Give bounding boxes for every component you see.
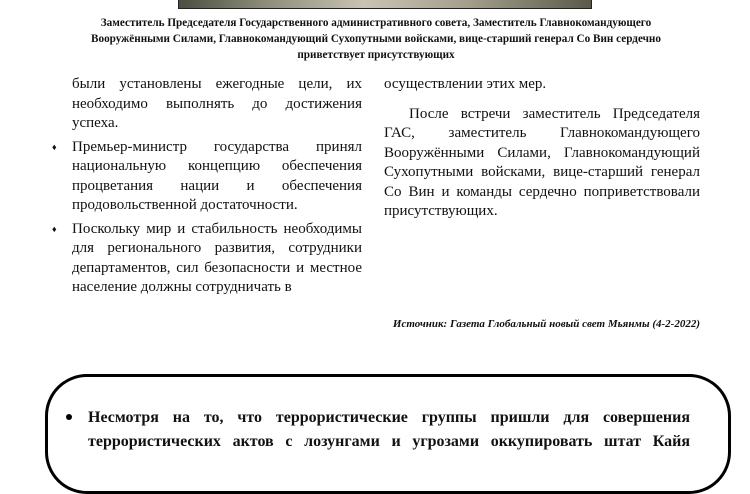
left-column xyxy=(72,75,362,298)
photo-caption: Заместитель Председателя Государственного административного совета, Заместитель Главнокомандующего Вооружёнными Силами, Главнокомандующий Сухопутными войсками, вице-старший генерал Со Вин сердечно приветствует присутствующих xyxy=(91,17,661,61)
right-column xyxy=(384,75,700,222)
right-paragraph: После встречи заместитель Председателя ГАС, заместитель Главнокомандующего Вооружёнными Силами, Главнокомандующий Сухопутными войсками, вице-старший генерал Со Вин и команды сердечно поприветствовали присутствующих. xyxy=(384,105,700,219)
callout-text: Несмотря на то, что террористические группы пришли для совершения террористических актов с лозунгами и угрозами оккупировать штат Кайя xyxy=(88,409,690,450)
photo xyxy=(178,0,592,9)
left-continuation: были установлены ежегодные цели, их необходимо выполнять до достижения успеха. xyxy=(72,76,362,131)
bullet-item: ♦ Поскольку мир и стабильность необходимы для регионального развития, сотрудники департаментов, сил безопасности и местное население должны сотрудничать в xyxy=(72,220,362,298)
source-note: Источник: Газета Глобальный новый свет Мьянмы (4-2-2022) xyxy=(392,318,700,330)
bullet-item: ♦ Премьер-министр государства принял национальную концепцию обеспечения процветания нации и обеспечения продовольственной достаточности. xyxy=(72,138,362,216)
bullet-dot-icon xyxy=(66,414,72,420)
right-continuation: осуществлении этих мер. xyxy=(384,76,547,92)
